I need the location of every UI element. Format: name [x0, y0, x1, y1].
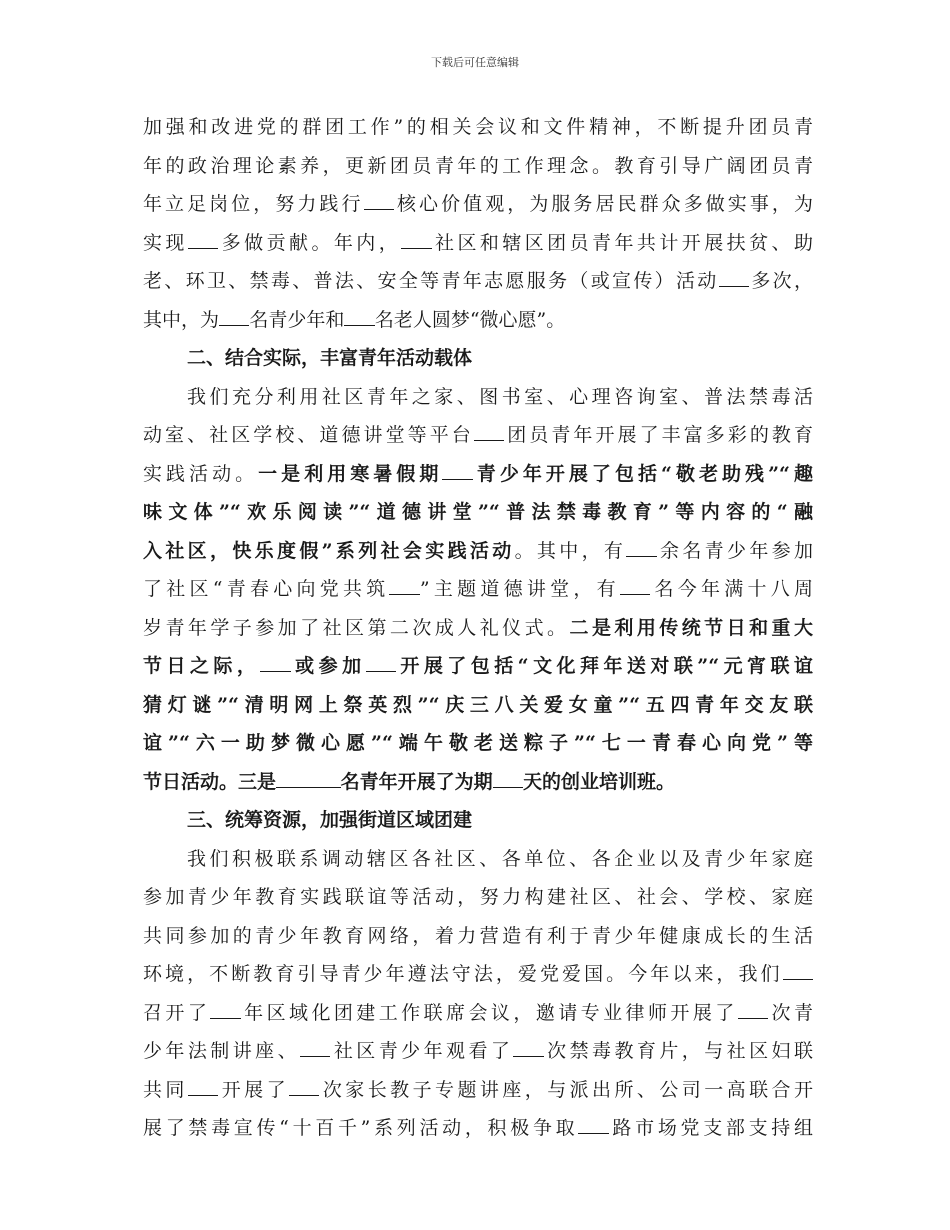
text: 开展了	[218, 1078, 290, 1101]
text-line	[143, 840, 813, 879]
text: 我们积极联系调动辖区各社区、各单位、各企业以及青少年家庭	[187, 847, 813, 870]
fill-blank	[276, 768, 341, 787]
text: 余名青少年参加	[656, 539, 813, 562]
text: 名青少年和	[249, 308, 345, 331]
text-line	[143, 878, 813, 917]
fill-blank	[210, 999, 240, 1018]
text: 名今年满十八周	[650, 578, 814, 600]
fill-blank	[493, 768, 523, 787]
text: 召开了	[143, 1001, 211, 1024]
text-line	[143, 917, 813, 956]
text-line	[143, 262, 813, 301]
fill-blank	[738, 999, 768, 1018]
text-line	[143, 570, 813, 609]
fill-blank	[513, 1038, 543, 1057]
text: 。其中，有	[514, 539, 627, 562]
fill-blank	[442, 460, 472, 479]
bold-text: 或参加	[290, 655, 366, 677]
fill-blank	[188, 1076, 218, 1095]
text: 次青	[768, 1001, 813, 1024]
text: 次家长教子专题讲座，与派出所、公司一高联合开	[319, 1078, 813, 1101]
text: 社区青少年观看了	[330, 1040, 514, 1062]
text: 加强和改进党的群团工作”的相关会议和文件精神，不断提升团员青	[143, 116, 813, 138]
text: 环境，不断教育引导青少年遵法守法，爱党爱国。今年以来，我们	[143, 963, 783, 985]
text: 参加青少年教育实践联谊等活动，努力构建社区、社会、学校、家庭	[143, 886, 813, 908]
text-line	[143, 108, 813, 147]
fill-blank	[219, 306, 249, 325]
bold-text: 节日之际，	[143, 655, 261, 677]
text-line	[143, 493, 813, 532]
text: 年的政治理论素养，更新团员青年的工作理念。教育引导广阔团员青	[143, 154, 813, 177]
text: 展了禁毒宣传“十百千”系列活动，积极争取	[143, 1117, 579, 1139]
text-line	[143, 224, 813, 263]
text: 老、环卫、禁毒、普法、安全等青年志愿服务（或宣传）活动	[143, 270, 719, 292]
fill-blank	[474, 422, 504, 441]
bold-text: 入社区，快乐度假”系列社会实践活动	[143, 539, 515, 562]
fill-blank	[366, 653, 396, 672]
fill-blank	[289, 1076, 319, 1095]
text-line	[143, 1071, 813, 1110]
text: 动室、社区学校、道德讲堂等平台	[143, 424, 474, 446]
text-line	[143, 1032, 813, 1071]
text-line	[143, 647, 813, 686]
text: 团员青年开展了丰富多彩的教育	[504, 424, 813, 446]
text: 实现	[143, 231, 188, 254]
fill-blank	[389, 576, 419, 595]
text: 年区域化团建工作联席会议，邀请专业律师开展了	[240, 1001, 738, 1024]
text: 共同	[143, 1078, 188, 1101]
text: 名老人圆梦“微心愿”。	[374, 308, 566, 331]
fill-blank	[260, 653, 290, 672]
fill-blank	[188, 229, 218, 248]
text-line	[143, 378, 813, 417]
page-header: 下载后可任意编辑	[431, 56, 519, 69]
text: 实践活动。	[143, 462, 259, 485]
text-line	[143, 416, 813, 455]
fill-blank	[719, 268, 749, 287]
section-heading: 二、结合实际，丰富青年活动载体	[187, 347, 473, 369]
bold-text: 谊”“六一助梦微心愿”“端午敬老送粽子”“七一青春心向党”等	[143, 732, 813, 754]
bold-text: 开展了包括“文化拜年送对联”“元宵联谊	[395, 655, 813, 677]
text: 社区和辖区团员青年共计开展扶贫、助	[431, 231, 813, 254]
bold-text: 猜灯谜”“清明网上祭英烈”“庆三八关爱女童”“五四青年交友联	[143, 693, 813, 716]
fill-blank	[626, 537, 656, 556]
text-line	[143, 1109, 813, 1148]
text-line	[143, 724, 813, 763]
text: 次禁毒教育片，与社区妇联	[543, 1040, 813, 1062]
text-line	[143, 955, 813, 994]
fill-blank	[401, 229, 431, 248]
text-line	[143, 301, 813, 340]
text: 年立足岗位，努力践行	[143, 193, 364, 215]
fill-blank	[783, 961, 813, 980]
text: 其中，为	[143, 308, 220, 331]
section-heading: 三、统筹资源，加强街道区域团建	[187, 809, 473, 831]
fill-blank	[578, 1115, 608, 1134]
text-line	[143, 532, 813, 571]
text-line	[143, 147, 813, 186]
text-line	[143, 686, 813, 725]
fill-blank	[344, 306, 374, 325]
fill-blank	[364, 191, 394, 210]
text: 多做贡献。年内，	[218, 231, 402, 254]
fill-blank	[300, 1038, 330, 1057]
text: 共同参加的青少年教育网络，着力营造有利于青少年健康成长的生活	[143, 924, 813, 947]
text-line	[143, 455, 813, 494]
fill-blank	[620, 576, 650, 595]
text: 核心价值观，为服务居民群众多做实事，为	[393, 193, 813, 215]
text: 了社区“青春心向党共筑	[143, 578, 390, 600]
text: 多次，	[749, 270, 813, 292]
bold-text: 二是利用传统节日和重大	[569, 616, 813, 639]
text: ”主题道德讲堂，有	[419, 578, 620, 600]
text-line	[143, 763, 813, 802]
bold-text: 味文体”“欢乐阅读”“道德讲堂”“普法禁毒教育”等内容的“融	[143, 501, 813, 523]
text: 少年法制讲座、	[143, 1040, 301, 1062]
text-line	[143, 609, 813, 648]
bold-text: 名青年开展了为期	[340, 770, 493, 793]
document-body	[143, 108, 813, 1148]
bold-text: 青少年开展了包括“敬老助残”“趣	[472, 462, 813, 485]
bold-text: 一是利用寒暑假期	[258, 462, 443, 485]
bold-text: 天的创业培训班。	[523, 770, 676, 793]
text-line	[143, 185, 813, 224]
text: 岁青年学子参加了社区第二次成人礼仪式。	[143, 616, 570, 639]
text-line	[143, 994, 813, 1033]
text: 路市场党支部支持组	[608, 1117, 813, 1139]
bold-text: 节日活动。三是	[143, 770, 277, 793]
text: 我们充分利用社区青年之家、图书室、心理咨询室、普法禁毒活	[187, 385, 813, 408]
